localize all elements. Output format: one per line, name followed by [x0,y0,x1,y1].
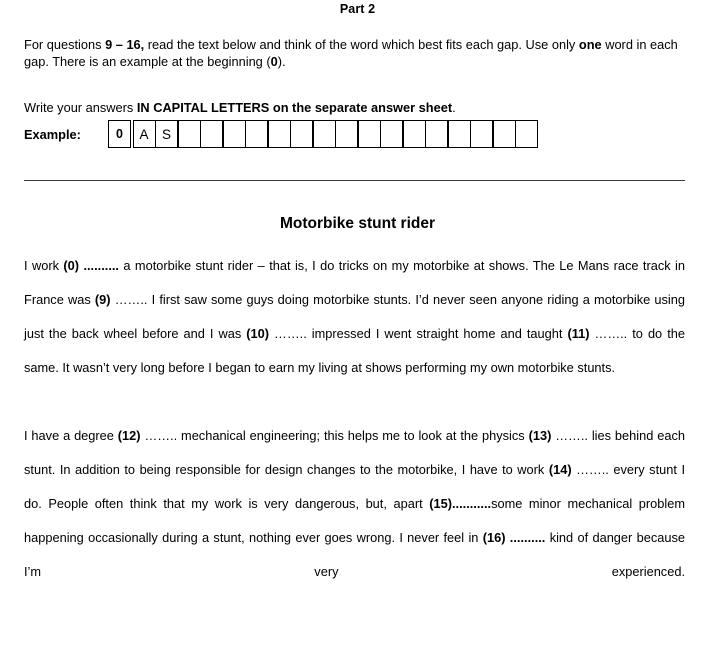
rubric-example-zero: 0 [270,54,278,69]
answers-text-post: . [452,99,456,115]
section-divider [24,180,685,181]
p2-text-5: some minor mechanical problem happening occasionally during a stunt, nothing ever goes wrong. I never feel in [24,496,685,545]
reading-text-title: Motorbike stunt rider [279,215,435,232]
gap-dots-0: .......... [79,258,124,273]
rubric-text-3: word in each gap. There is an example at the beginning ( [24,37,678,69]
rubric-question-range: 9 – 16, [105,37,145,52]
passage-paragraph-2 [24,419,685,623]
gap-dots-11: …….. [589,326,633,341]
gap-dots-15: ........... [451,496,492,511]
example-label: Example: [24,126,81,142]
gap-marker-11: (11) [567,326,590,341]
answers-text-pre: Write your answers [24,99,137,115]
example-cell-number: 0 [108,120,131,148]
gap-dots-9: …….. [110,292,152,307]
example-cell-empty[interactable] [515,120,538,148]
gap-dots-14: …….. [571,462,614,477]
answers-instruction-paragraph [24,99,682,116]
example-row [24,119,538,149]
rubric-text-1: For questions [24,37,106,52]
gap-dots-12: …….. [140,428,182,443]
gap-dots-10: …….. [269,326,312,341]
gap-marker-15: (15) [429,496,452,511]
example-cell-empty[interactable] [178,120,201,148]
example-cell-empty[interactable] [245,120,268,148]
p2-text-2: mechanical engineering; this helps me to look at the physics [181,428,529,443]
rubric-text-2: read the text below and think of the word which best fits each gap. Use only [144,37,579,52]
gap-marker-12: (12) [117,428,141,443]
example-cell-empty[interactable] [268,120,291,148]
example-cell-empty[interactable] [223,120,246,148]
example-cell-empty[interactable] [448,120,471,148]
p1-text-3: I first saw some guys doing motorbike stunts. I’d never seen anyone riding a motorbike using just the back wheel before and I was [24,292,685,341]
gap-marker-14: (14) [548,462,572,477]
example-cell-empty[interactable] [493,120,516,148]
example-cell-empty[interactable] [380,120,403,148]
task-rubric [24,36,682,70]
p1-text-5: to do the same. It wasn’t very long before I began to earn my living at shows performing my own motorbike stunts. [24,326,685,375]
passage-paragraph-1 [24,249,685,385]
example-cell-empty[interactable] [200,120,223,148]
gap-marker-9: (9) [94,292,111,307]
gap-marker-13: (13) [528,428,552,443]
example-cell-letter-2[interactable]: S [155,120,178,148]
example-cell-letter-1[interactable]: A [133,120,156,148]
p1-text-1: I work [24,258,64,273]
gap-marker-0: (0) [63,258,80,273]
part-heading: Part 2 [339,2,376,16]
p2-text-4: every stunt I do. People often think that my work is very dangerous, but, apart [24,462,685,511]
answers-text-bold: IN CAPITAL LETTERS on the separate answer sheet [136,99,453,115]
gap-marker-10: (10) [246,326,270,341]
example-cell-empty[interactable] [335,120,358,148]
reading-passage [24,249,685,623]
p2-text-3: lies behind each stunt. In addition to being responsible for design changes to the motorbike, I have to work [24,428,685,477]
gap-dots-16: .......... [505,530,550,545]
gap-dots-13: …….. [551,428,592,443]
rubric-text-4: ). [277,54,286,69]
example-cell-empty[interactable] [425,120,448,148]
p2-text-1: I have a degree [24,428,118,443]
p2-text-6: kind of danger because I’m very experienced. [24,530,685,579]
example-cell-empty[interactable] [403,120,426,148]
rubric-one-word: one [578,37,602,52]
p1-text-2: a motorbike stunt rider – that is, I do tricks on my motorbike at shows. The Le Mans race track in France was [24,258,685,307]
example-cell-empty[interactable] [470,120,493,148]
example-cell-empty[interactable] [290,120,313,148]
example-cell-empty[interactable] [358,120,381,148]
rubric-paragraph [24,36,682,70]
example-cell-empty[interactable] [313,120,336,148]
p1-text-4: impressed I went straight home and taught [311,326,568,341]
example-answer-grid[interactable] [108,120,538,148]
gap-marker-16: (16) [482,530,506,545]
